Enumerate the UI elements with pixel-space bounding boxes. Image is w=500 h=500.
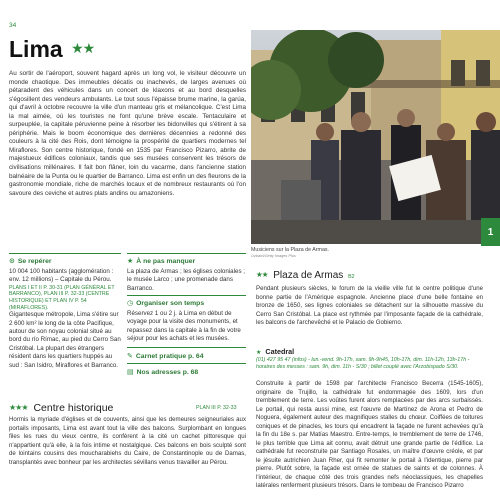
- photo-caption: Musiciens sur la Plaza de Armas.: [251, 247, 330, 253]
- centre-historique-text: Hormis la myriade d'églises et de couvents, ainsi que les demeures seigneuriales aux portails imposants, Lima est avant tout la ville des balcons. Surplombant en longues files les rues du vieux centre, ils confèrent à la cité un cachet pittoresque qui n'appartient qu'à elle, à la fois intime et nostalgique. Ces balcons en bois sculpté sont de lointains cousins des moucharabiehs du Caire, de Constantinople ou de Damas, transplantés avec bonheur par les architectes sévillans venus travailler au Pérou.: [9, 416, 246, 466]
- intro-paragraph: Au sortir de l'aéroport, souvent hagard après un long vol, le visiteur découvre un monde chaotique. Des immeubles décatis ou inachevés, de larges avenues où pétaradent des véhicules dans un concert de klaxons et au bord desquelles s'égosillent des vendeurs ambulants. Le tout sous l'épaisse brume marine, la garúa, qui d'avril à octobre recouvre la ville d'un manteau gris et mélancolique. C'est Lima la mal aimée, où les touristes ne font qu'une brève escale. Tentaculaire et surpeuplée, la capitale péruvienne peine à résorber les bidonvilles qui s'étirent à sa périphérie. Mais le boom économique des dernières décennies a redonné des couleurs à la cité des Rois, dont témoigne la prospérité de quartiers modernes tel Miraflores. Son centre historique, fondé en 1535 par Francisco Pizarro, abrite de majestueux édifices coloniaux, tandis que ses musées conservent les trésors de civilisations millénaires. Il fait bon flâner, loin du vacarme, dans l'ancienne station balnéaire de la Punta ou le quartier de Barranco. Lima est enfin un des fleurons de la gastronomie mondiale, riche de marchés locaux et de nombreux restaurants où l'on savoure des ceviche et autres plats andins ou amazoniens.: [9, 70, 246, 197]
- nos-adresses-ref[interactable]: [127, 368, 198, 376]
- se-reperer-body: [9, 268, 121, 370]
- catedral-heading: [256, 347, 294, 356]
- photo-illustration: [251, 30, 500, 244]
- plaza-de-armas-heading: [256, 270, 355, 281]
- centre-historique-stars: ★★★: [9, 403, 28, 412]
- rule-carnet: [127, 347, 246, 348]
- rule-organiser: [127, 295, 246, 296]
- page-title: [9, 38, 94, 61]
- catedral-info: (01) 427 95 47 (infos) - lun.-vend. 9h-17h, sam. 9h-9h45, 10h-17h, dim. 11h-12h, 13h-17h - horaires des messes : sam. 9h, dim. 11h - S/30 ; billet couplé avec l'Arzobispado S/30.: [256, 357, 470, 370]
- centre-historique-heading: [9, 402, 113, 414]
- carnet-pratique-ref[interactable]: [127, 352, 203, 360]
- catedral-stars: ★: [256, 350, 262, 356]
- title-text: Lima: [9, 36, 63, 62]
- carnet-pratique-label: Carnet pratique p. 64: [135, 352, 204, 360]
- se-reperer-label: Se repérer: [17, 257, 52, 265]
- se-reperer-text: 10 004 100 habitants (agglomération : env. 12 millions) – Capitale du Pérou.: [9, 268, 114, 284]
- a-ne-pas-manquer-label: À ne pas manquer: [136, 257, 196, 265]
- location-pin-icon: ⊙: [9, 258, 15, 265]
- chapter-tab: 1: [481, 218, 500, 246]
- centre-historique-title: Centre historique: [33, 402, 114, 414]
- star-icon: ★: [127, 258, 134, 265]
- plaza-de-armas-stars: ★★: [256, 270, 268, 279]
- a-ne-pas-manquer-heading: [127, 257, 195, 265]
- organiser-label: Organiser son temps: [136, 299, 205, 307]
- plaza-de-armas-plan-ref: B2: [348, 274, 355, 280]
- organiser-heading: [127, 299, 204, 307]
- centre-historique-plan-ref: PLAN III P. 32-33: [196, 405, 237, 411]
- photo-musicians: [251, 30, 500, 244]
- page-number: 34: [9, 22, 17, 29]
- clock-icon: ◷: [127, 300, 134, 307]
- rule-se-reperer: [9, 253, 121, 254]
- se-reperer-text2: Gigantesque métropole, Lima s'étire sur 2 600 km² le long de la côte Pacifique, autour de son noyau colonial situé au bord du río Rímac, au pied du Cerro San Cristóbal. La plupart des étrangers résident dans les quartiers huppés au sud : San Isidro, Miraflores et Barranco.: [9, 311, 121, 369]
- se-reperer-plans: PLANS I ET II P. 30-31 (PLAN GÉNÉRAL ET BARRANCO), PLAN III P. 32-33 (CENTRE HISTORIQUE) ET PLAN IV P. 54 (MIRAFLORES).: [9, 284, 115, 311]
- catedral-text: Construite à partir de 1598 par l'architecte Francisco Becerra (1545-1605), originaire de Trujillo, la cathédrale fut endommagée des 1609, lors d'un tremblement de terre. Les voûtes furent alors remplacées par des arcs surbaissés. Le portail, qui resta aussi mine, est l'œuvre de Martínez de Arona et Pedro de Noguera, également auteur des magnifiques stalles du chœur. Coiffées de toitures coniques et de pinacles, les tours qui encadrent la façade ne furent achevées qu'à la fin du 18e s. par Matías Maestro. Entre-temps, le tremblement de terre de 1746, le plus terrible que Lima ait connu, avait détruit une grande partie de l'édifice. La cathédrale fut reconstruite par Santiago Rosales, un maître d'œuvre créole, et par le jésuite autrichien Juan Rher, qui fit remonter le portail à l'identique, pierre par pierre. Plutôt sobre, la façade est ornée de statues de saints et de colonnes. À l'intérieur, de chaque côté des trois grandes nefs néoclassiques, les chapelles latérales renferment plusieurs trésors. Dans le tombeau de Francisco Pizarro: [256, 380, 483, 489]
- address-book-icon: ▤: [127, 369, 134, 376]
- photo-credit: Ozbalci/Getty Images Plus: [251, 254, 296, 258]
- pencil-icon: ✎: [127, 353, 133, 360]
- plaza-de-armas-title: Plaza de Armas: [273, 270, 344, 281]
- title-stars: ★★: [71, 40, 95, 56]
- plaza-de-armas-text: Pendant plusieurs siècles, le forum de la vieille ville fut le centre politique d'une bonne partie de l'Amérique espagnole. Ancienne place d'une belle fontaine en bronze de 1650, ses lignes coloniales se détachent sur la silhouette massive du Cerro San Cristóbal. La place est rythmée par l'imposante façade de la cathédrale, les balcons de l'archevêché et le Palacio de Gobierno.: [256, 285, 483, 326]
- rule-a-ne-pas-manquer: [127, 253, 246, 254]
- a-ne-pas-manquer-text: La plaza de Armas ; les églises coloniales ; le musée Larco ; une promenade dans Barranco.: [127, 268, 245, 292]
- rule-adresses: [127, 363, 246, 364]
- organiser-text: Réservez 1 ou 2 j. à Lima en début de voyage pour la visite des monuments, et repassez dans la capitale à la fin de votre séjour pour les achats et les musées.: [127, 310, 241, 343]
- se-reperer-heading: [9, 257, 52, 265]
- catedral-title: Catedral: [265, 347, 295, 356]
- nos-adresses-label: Nos adresses p. 68: [136, 368, 199, 376]
